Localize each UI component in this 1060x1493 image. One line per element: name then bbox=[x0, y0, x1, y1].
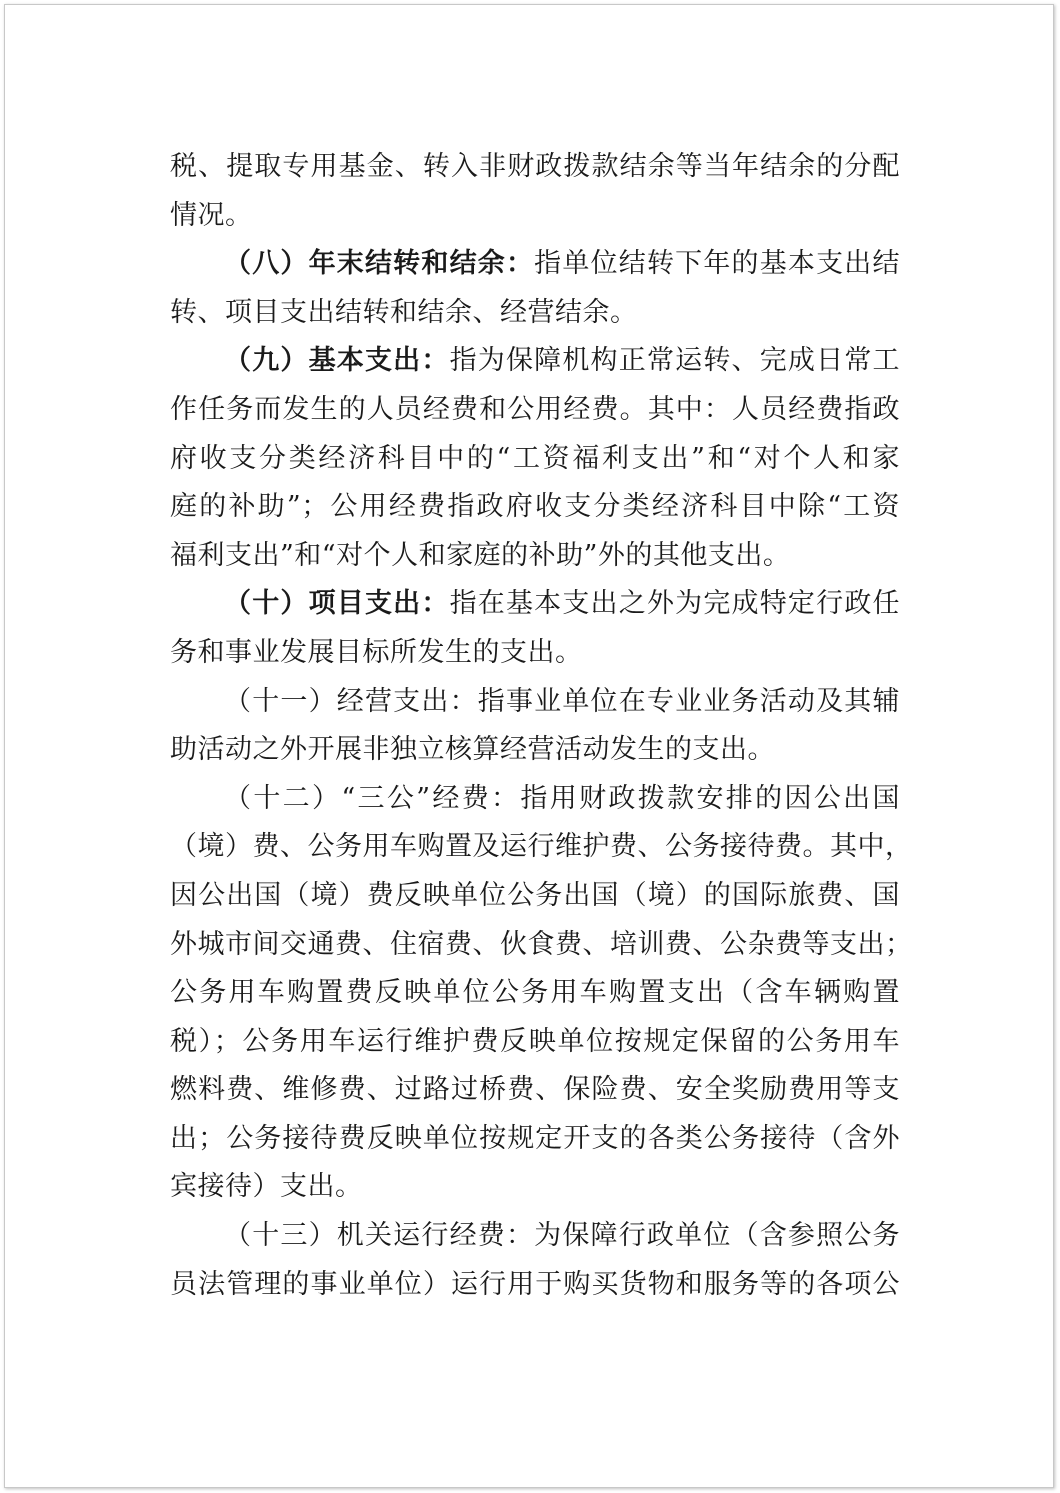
text-line: （十一）经营支出：指事业单位在专业业务活动及其辅 bbox=[224, 685, 900, 717]
text-line: 情况。 bbox=[170, 199, 253, 231]
text-line: （十二）“三公”经费：指用财政拨款安排的因公出国 bbox=[224, 782, 900, 814]
text-line: 公务用车购置费反映单位公务用车购置支出（含车辆购置 bbox=[170, 977, 900, 1009]
text-line: （十三）机关运行经费：为保障行政单位（含参照公务 bbox=[224, 1220, 900, 1252]
text-line: 外城市间交通费、住宿费、伙食费、培训费、公杂费等支出； bbox=[170, 928, 913, 960]
section-heading: （十）项目支出： bbox=[224, 588, 450, 620]
text-line: 燃料费、维修费、过路过桥费、保险费、安全奖励费用等支 bbox=[170, 1074, 900, 1106]
text-line: 税）；公务用车运行维护费反映单位按规定保留的公务用车 bbox=[170, 1025, 900, 1057]
text-line: 庭的补助”；公用经费指政府收支分类经济科目中除“工资 bbox=[170, 491, 900, 523]
section-heading: （八）年末结转和结余： bbox=[224, 248, 535, 280]
text-line: （八）年末结转和结余：指单位结转下年的基本支出结 bbox=[224, 248, 901, 280]
text-line: 因公出国（境）费反映单位公务出国（境）的国际旅费、国 bbox=[170, 879, 900, 911]
text-line: 转、项目支出结转和结余、经营结余。 bbox=[170, 296, 638, 328]
section-heading: （九）基本支出： bbox=[224, 345, 450, 377]
text-line: 福利支出”和“对个人和家庭的补助”外的其他支出。 bbox=[170, 539, 791, 571]
text-line: 宾接待）支出。 bbox=[170, 1171, 363, 1203]
body-text bbox=[170, 143, 913, 1309]
text-line: 税、提取专用基金、转入非财政拨款结余等当年结余的分配 bbox=[170, 151, 900, 182]
text-line: 作任务而发生的人员经费和公用经费。其中：人员经费指政 bbox=[170, 393, 900, 425]
text-line: 务和事业发展目标所发生的支出。 bbox=[170, 636, 583, 668]
text-line: 助活动之外开展非独立核算经营活动发生的支出。 bbox=[170, 734, 775, 766]
text-line: （境）费、公务用车购置及运行维护费、公务接待费。其中， bbox=[170, 831, 913, 863]
text-line: 出；公务接待费反映单位按规定开支的各类公务接待（含外 bbox=[170, 1122, 900, 1154]
text-line: （九）基本支出：指为保障机构正常运转、完成日常工 bbox=[224, 345, 901, 377]
text-line: 府收支分类经济科目中的“工资福利支出”和“对个人和家 bbox=[170, 442, 900, 474]
text-line: （十）项目支出：指在基本支出之外为完成特定行政任 bbox=[224, 588, 901, 620]
document-page bbox=[4, 4, 1054, 1488]
text-line: 员法管理的事业单位）运行用于购买货物和服务等的各项公 bbox=[170, 1268, 900, 1300]
